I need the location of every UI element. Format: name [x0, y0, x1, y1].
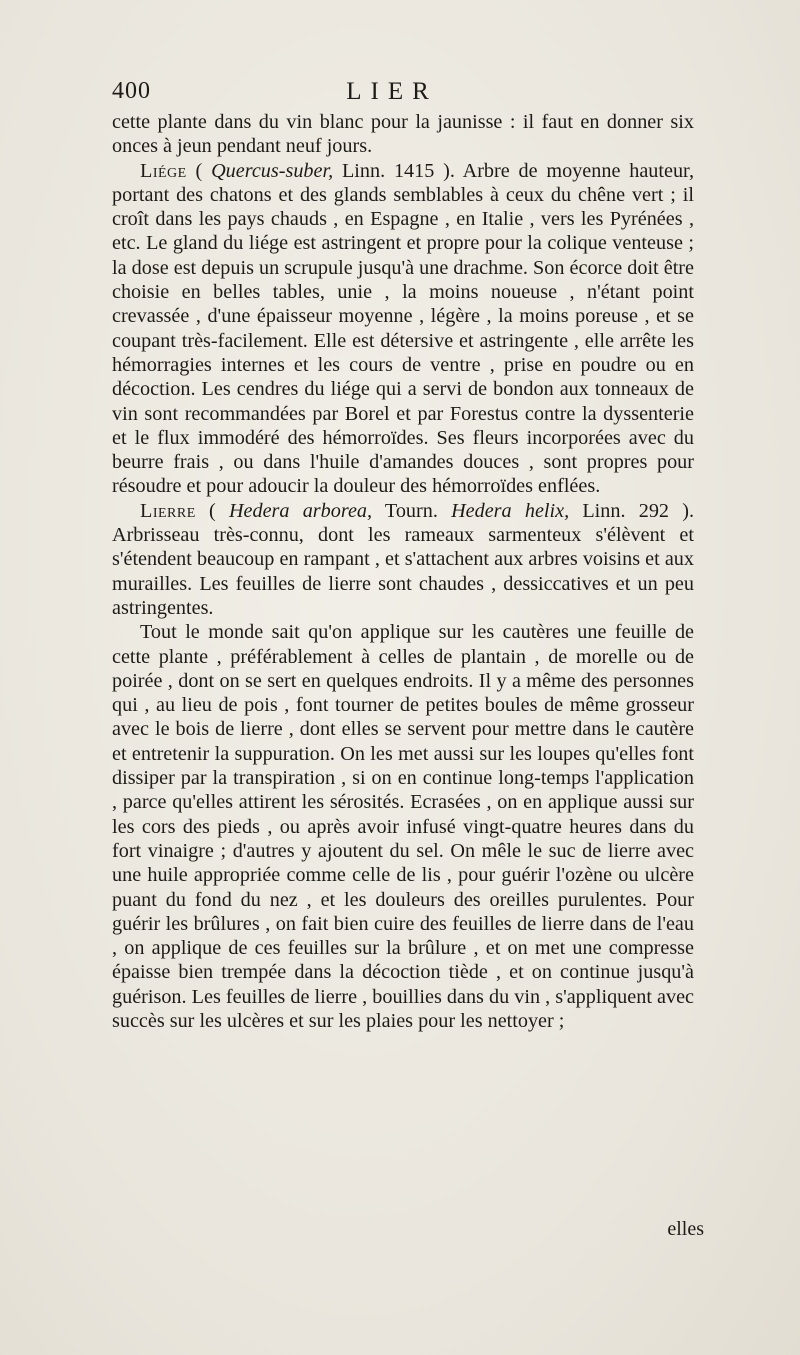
entry-headword: Lierre: [140, 499, 196, 522]
latin-name: Quercus-suber,: [211, 159, 334, 182]
body-text: [112, 110, 694, 1033]
entry-lierre: [112, 499, 694, 620]
entry-open-paren: (: [186, 159, 212, 182]
entry-authority: Tourn.: [372, 499, 452, 522]
running-head: LIER: [346, 78, 438, 105]
entry-headword: Liége: [140, 159, 187, 182]
entry-liege: [112, 159, 694, 499]
entry-open-paren: (: [195, 499, 229, 522]
latin-name-2: Hedera helix,: [451, 499, 570, 522]
paragraph-continuation: cette plante dans du vin blanc pour la jaunisse : il faut en donner six onces à jeun pendant neuf jours.: [112, 111, 694, 158]
page-number: 400: [112, 78, 151, 104]
latin-name: Hedera arborea,: [228, 499, 373, 522]
paragraph-uses: Tout le monde sait qu'on applique sur les cautères une feuille de cette plante , préférablement à celles de plantain , de morelle ou de poirée , dont on se sert en quelques endroits. Il y a même des personnes qui , au lieu de pois , font tourner de petites boules de même grosseur avec le bois de lierre , dont elles se servent pour mettre dans le cautère et entretenir la suppuration. On les met aussi sur les loupes qu'elles font dissiper par la transpiration , si on en continue long-temps l'application , parce qu'elles attirent les sérosités. Ecrasées , on en applique aussi sur les cors des pieds , ou après avoir infusé vingt-quatre heures dans du fort vinaigre ; d'autres y ajoutent du sel. On mêle le suc de lierre avec une huile appropriée comme celle de lis , pour guérir l'ozène ou ulcère puant du fond du nez , et les douleurs des oreilles purulentes. Pour guérir les brûlures , on fait bien cuire des feuilles de lierre dans de l'eau , on applique de ces feuilles sur la brûlure , et on met une compresse épaisse bien trempée dans la décoction tiède , et on continue jusqu'à guérison. Les feuilles de lierre , bouillies dans du vin , s'appliquent avec succès sur les ulcères et sur les plaies pour les nettoyer ;: [112, 621, 694, 1032]
entry-text: Linn. 292 ). Arbrisseau très-connu, dont les rameaux sarmenteux s'élèvent et s'étendent beaucoup en rampant , et s'attachent aux arbres voisins et aux murailles. Les feuilles de lierre sont chaudes , dessiccatives et un peu astringentes.: [112, 499, 695, 619]
catchword: elles: [667, 1218, 704, 1240]
entry-text: Linn. 1415 ). Arbre de moyenne hauteur, portant des chatons et des glands semblables à ceux du chêne vert ; il croît dans les pays chauds , en Espagne , en Italie , vers les Pyrénées , etc. Le gland du liége est astringent et propre pour la colique venteuse ; la dose est depuis un scrupule jusqu'à une drachme. Son écorce doit être choisie en belles tables, unie , la moins noueuse , n'étant point crevassée , d'une épaisseur moyenne , légère , la moins poreuse , et se coupant très-facilement. Elle est détersive et astringente , elle arrête les hémorragies internes et les cours de ventre , prise en poudre ou en décoction. Les cendres du liége qui a servi de bondon aux tonneaux de vin sont recommandées par Borel et par Forestus contre la dyssenterie et le flux immodéré des hémorroïdes. Ses fleurs incorporées avec du beurre frais , ou dans l'huile d'amandes douces , sont propres pour résoudre et pour adoucir la douleur des hémorroïdes enflées.: [112, 159, 694, 498]
page-header: [112, 78, 672, 108]
